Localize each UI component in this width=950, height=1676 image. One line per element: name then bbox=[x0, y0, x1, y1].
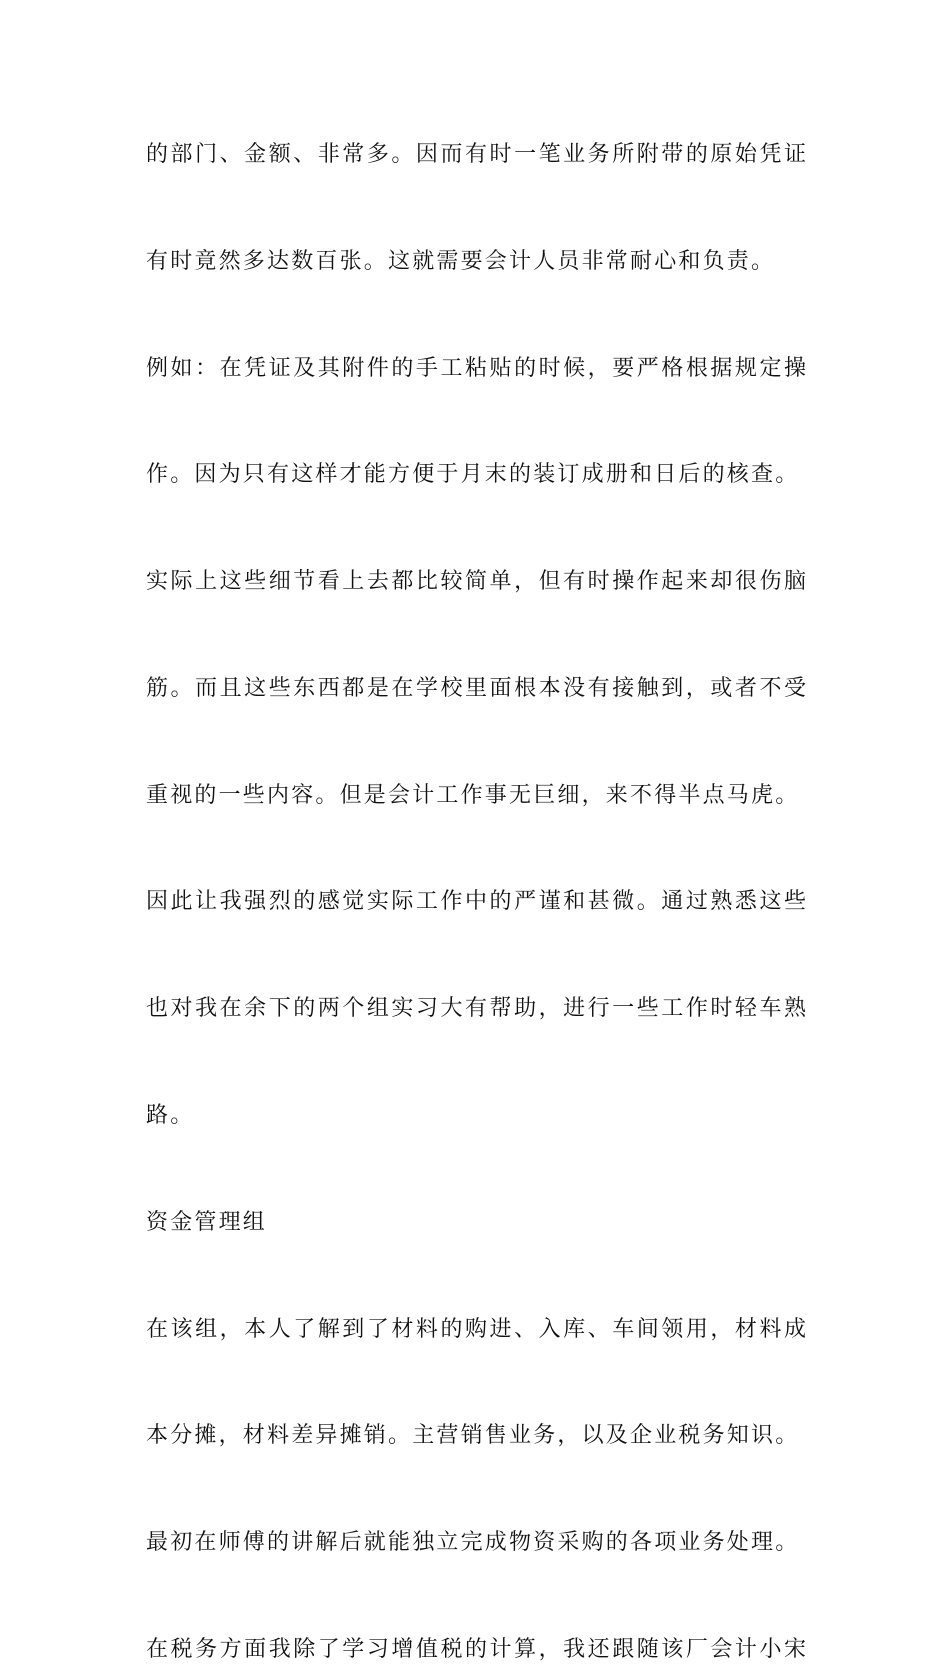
text-line: 路。 bbox=[146, 1103, 195, 1129]
text-line: 最初在师傅的讲解后就能独立完成物资采购的各项业务处理。 bbox=[146, 1530, 800, 1556]
blank-line bbox=[146, 181, 826, 234]
blank-line bbox=[146, 609, 826, 662]
blank-line bbox=[146, 288, 826, 341]
text-line: 例如：在凭证及其附件的手工粘贴的时候，要严格根据规定操 bbox=[146, 355, 806, 381]
section-heading: 资金管理组 bbox=[146, 1209, 268, 1235]
blank-line bbox=[146, 822, 826, 875]
text-line: 的部门、金额、非常多。因而有时一笔业务所附带的原始凭证 bbox=[146, 142, 806, 167]
blank-line bbox=[146, 1036, 826, 1089]
blank-line bbox=[146, 929, 826, 982]
blank-line bbox=[146, 395, 826, 448]
text-line: 本分摊，材料差异摊销。主营销售业务，以及企业税务知识。 bbox=[146, 1423, 800, 1449]
blank-line bbox=[146, 1356, 826, 1409]
text-line: 在税务方面我除了学习增值税的计算，我还跟随该厂会计小宋 bbox=[146, 1636, 806, 1662]
blank-line bbox=[146, 1249, 826, 1302]
body-text bbox=[146, 128, 826, 1676]
text-line: 有时竟然多达数百张。这就需要会计人员非常耐心和负责。 bbox=[146, 248, 776, 274]
blank-line bbox=[146, 715, 826, 768]
blank-line bbox=[146, 1142, 826, 1195]
text-line: 重视的一些内容。但是会计工作事无巨细，来不得半点马虎。 bbox=[146, 782, 800, 808]
text-line: 筋。而且这些东西都是在学校里面根本没有接触到，或者不受 bbox=[146, 675, 806, 701]
blank-line bbox=[146, 1463, 826, 1516]
text-line: 因此让我强烈的感觉实际工作中的严谨和甚微。通过熟悉这些 bbox=[146, 889, 806, 915]
text-line: 实际上这些细节看上去都比较简单，但有时操作起来却很伤脑 bbox=[146, 569, 806, 595]
text-line: 在该组，本人了解到了材料的购进、入库、车间领用，材料成 bbox=[146, 1316, 806, 1342]
text-line: 作。因为只有这样才能方便于月末的装订成册和日后的核查。 bbox=[146, 462, 800, 488]
text-line: 也对我在余下的两个组实习大有帮助，进行一些工作时轻车熟 bbox=[146, 996, 806, 1022]
blank-line bbox=[146, 502, 826, 555]
blank-line bbox=[146, 1570, 826, 1623]
